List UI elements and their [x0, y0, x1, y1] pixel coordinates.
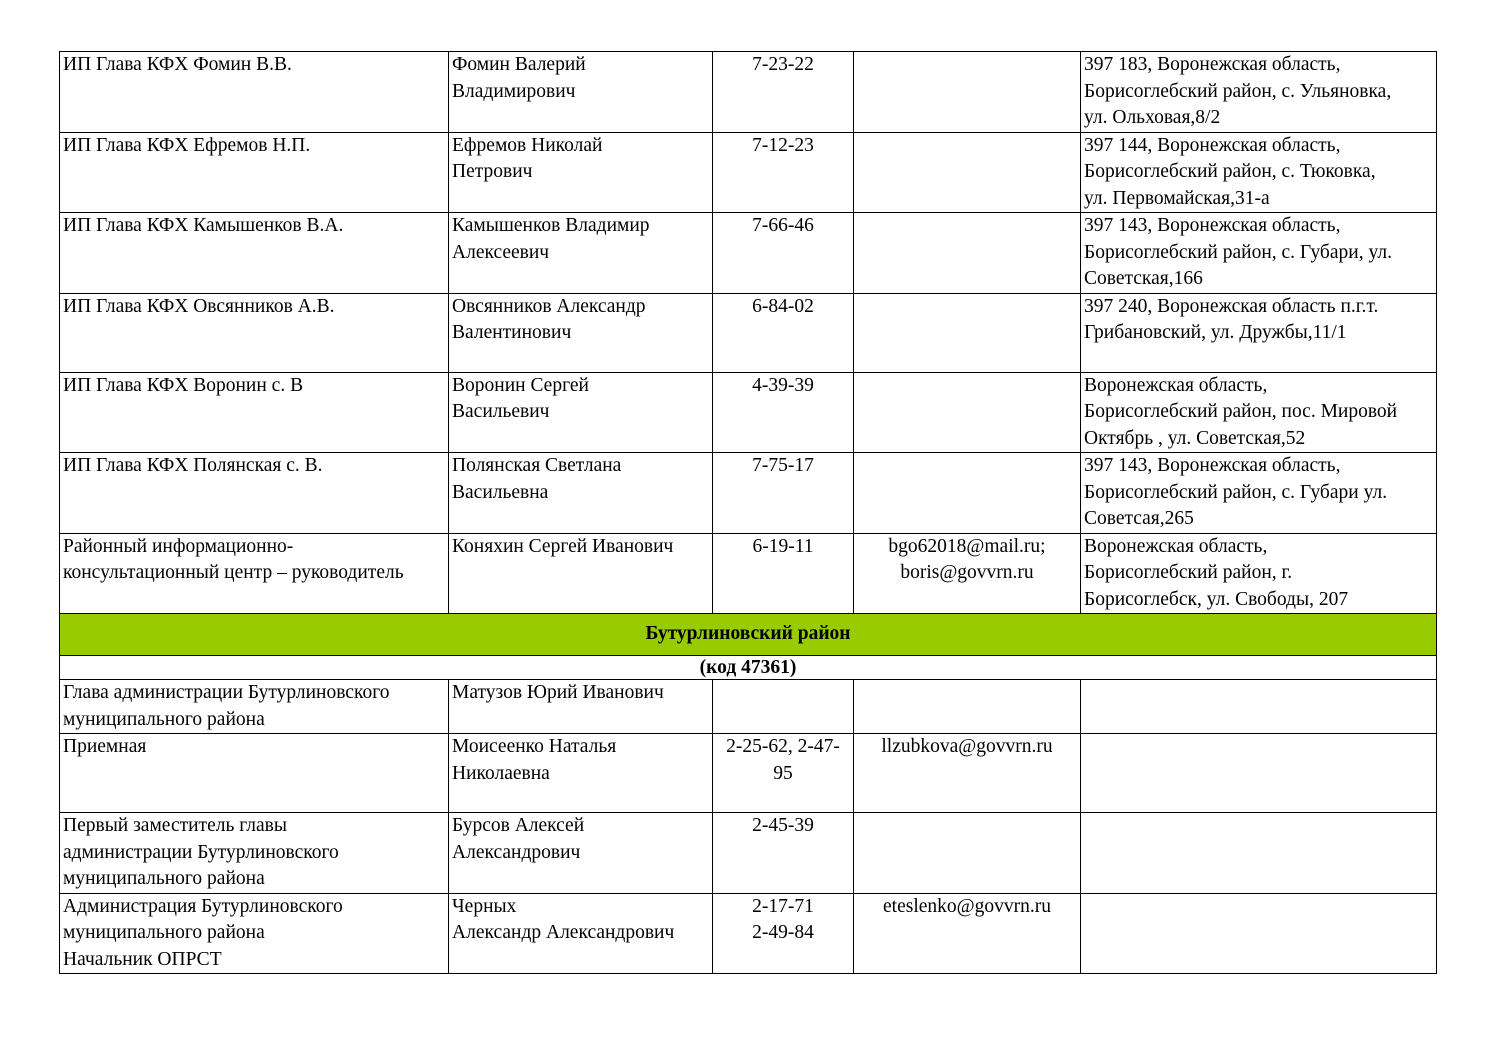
phone-cell [713, 734, 854, 813]
email-cell [854, 52, 1081, 133]
person-cell [449, 734, 713, 813]
person-cell [449, 52, 713, 133]
org-cell-line: ИП Глава КФХ Воронин с. В [63, 374, 304, 396]
address-cell-line: Октябрь , ул. Советская,52 [1084, 427, 1306, 449]
address-cell [1081, 533, 1437, 614]
phone-cell-line: 6-84-02 [752, 295, 814, 317]
person-cell-line: Васильевна [452, 481, 549, 503]
phone-cell-line: 7-23-22 [752, 54, 814, 75]
person-cell-line: Камышенков Владимир [452, 215, 650, 236]
table-body-bottom [60, 680, 1437, 974]
address-cell [1081, 293, 1437, 372]
phone-cell-line: 2-25-62, 2-47- [726, 736, 840, 757]
table-row [60, 893, 1437, 974]
phone-cell-line: 95 [773, 762, 793, 784]
email-cell [854, 533, 1081, 614]
address-cell-line: ул. Ольховая,8/2 [1084, 107, 1221, 128]
email-cell-line: boris@govvrn.ru [900, 562, 1034, 583]
person-cell-line: Ефремов Николай [452, 134, 603, 156]
address-cell-line: Борисоглебский район, с. Тюковка, [1084, 161, 1376, 182]
address-cell [1081, 734, 1437, 813]
org-cell-line: Администрация Бутурлиновского [63, 895, 343, 917]
person-cell-line: Алексеевич [452, 241, 550, 263]
person-cell [449, 372, 713, 453]
person-cell [449, 293, 713, 372]
address-cell [1081, 893, 1437, 974]
phone-cell-line: 6-19-11 [752, 535, 814, 557]
email-cell [854, 213, 1081, 294]
org-cell-line: Районный информационно- [63, 535, 294, 557]
district-header-row [60, 614, 1437, 656]
table-row [60, 734, 1437, 813]
address-cell-line: Советская,166 [1084, 268, 1203, 289]
email-cell [854, 293, 1081, 372]
phone-cell [713, 893, 854, 974]
org-cell-line: муниципального района [63, 922, 265, 943]
person-cell [449, 680, 713, 734]
org-cell [60, 813, 449, 894]
address-cell-line: 397 143, Воронежская область, [1084, 215, 1341, 236]
org-cell [60, 293, 449, 372]
email-cell [854, 453, 1081, 534]
org-cell [60, 213, 449, 294]
phone-cell-line: 2-17-71 [752, 895, 814, 917]
address-cell [1081, 453, 1437, 534]
org-cell-line: Начальник ОПРСТ [63, 948, 222, 970]
table-row [60, 813, 1437, 894]
phone-cell [713, 813, 854, 894]
address-cell-line: Грибановский, ул. Дружбы,11/1 [1084, 322, 1347, 343]
person-cell-line: Моисеенко Наталья [452, 736, 617, 757]
org-cell [60, 533, 449, 614]
org-cell [60, 893, 449, 974]
phone-cell-line: 7-75-17 [752, 455, 814, 476]
person-cell [449, 533, 713, 614]
org-cell-line: ИП Глава КФХ Фомин В.В. [63, 54, 292, 75]
address-cell-line: 397 144, Воронежская область, [1084, 134, 1341, 156]
person-cell-line: Александрович [452, 841, 581, 863]
org-cell [60, 52, 449, 133]
phone-cell [713, 132, 854, 213]
district-name: Бутурлиновский район [60, 614, 1437, 656]
table-row [60, 372, 1437, 453]
org-cell-line: муниципального района [63, 708, 265, 730]
address-cell [1081, 213, 1437, 294]
org-cell-line: Приемная [63, 736, 147, 757]
address-cell-line: Борисоглебский район, с. Губари ул. [1084, 481, 1388, 503]
address-cell-line: Борисоглебский район, г. [1084, 562, 1293, 583]
person-cell-line: Коняхин Сергей Иванович [452, 535, 674, 557]
email-cell [854, 813, 1081, 894]
table-row [60, 52, 1437, 133]
address-cell-line: 397 143, Воронежская область, [1084, 455, 1341, 476]
address-cell-line: Советсая,265 [1084, 508, 1194, 529]
person-cell [449, 213, 713, 294]
address-cell-line: Воронежская область, [1084, 535, 1268, 557]
org-cell [60, 372, 449, 453]
phone-cell [713, 533, 854, 614]
address-cell [1081, 813, 1437, 894]
address-cell [1081, 132, 1437, 213]
org-cell [60, 132, 449, 213]
table-row [60, 533, 1437, 614]
email-cell [854, 734, 1081, 813]
person-cell-line: Воронин Сергей [452, 374, 589, 396]
phone-cell [713, 372, 854, 453]
district-code-row [60, 656, 1437, 680]
org-cell [60, 734, 449, 813]
org-cell-line: ИП Глава КФХ Полянская с. В. [63, 455, 323, 476]
person-cell-line: Бурсов Алексей [452, 815, 585, 836]
phone-cell-line: 2-45-39 [752, 815, 814, 836]
address-cell [1081, 52, 1437, 133]
email-cell-line: llzubkova@govvrn.ru [881, 736, 1053, 757]
phone-cell [713, 453, 854, 534]
org-cell-line: ИП Глава КФХ Камышенков В.А. [63, 215, 344, 236]
address-cell-line: Борисоглебский район, с. Губари, ул. [1084, 241, 1392, 263]
table-row [60, 293, 1437, 372]
org-cell-line: ИП Глава КФХ Ефремов Н.П. [63, 134, 311, 156]
person-cell-line: Валентинович [452, 322, 572, 343]
person-cell-line: Владимирович [452, 80, 576, 102]
person-cell [449, 813, 713, 894]
address-cell-line: ул. Первомайская,31-а [1084, 187, 1270, 209]
person-cell [449, 132, 713, 213]
table-row [60, 453, 1437, 534]
org-cell-line: Глава администрации Бутурлиновского [63, 682, 390, 703]
person-cell-line: Черных [452, 895, 517, 917]
table-row [60, 680, 1437, 734]
person-cell-line: Васильевич [452, 401, 550, 422]
email-cell-line: bgo62018@mail.ru; [888, 535, 1046, 557]
person-cell-line: Овсянников Александр [452, 295, 646, 317]
phone-cell-line: 7-12-23 [752, 134, 814, 156]
address-cell [1081, 372, 1437, 453]
table-body-top [60, 52, 1437, 614]
address-cell-line: Воронежская область, [1084, 374, 1268, 396]
org-cell-line: муниципального района [63, 868, 265, 889]
org-cell-line: Первый заместитель главы [63, 815, 287, 836]
org-cell-line: консультационный центр – руководитель [63, 562, 404, 583]
phone-cell-line: 4-39-39 [752, 374, 814, 396]
person-cell-line: Полянская Светлана [452, 455, 622, 476]
org-cell [60, 680, 449, 734]
person-cell-line: Николаевна [452, 762, 550, 784]
phone-cell [713, 680, 854, 734]
address-cell-line: Борисоглебский район, с. Ульяновка, [1084, 80, 1392, 102]
person-cell [449, 453, 713, 534]
person-cell [449, 893, 713, 974]
phone-cell-line: 7-66-46 [752, 215, 814, 236]
org-cell-line: администрации Бутурлиновского [63, 841, 339, 863]
org-cell-line: ИП Глава КФХ Овсянников А.В. [63, 295, 335, 317]
email-cell [854, 372, 1081, 453]
address-cell-line: 397 240, Воронежская область п.г.т. [1084, 295, 1379, 317]
address-cell [1081, 680, 1437, 734]
district-code: (код 47361) [60, 656, 1437, 680]
phone-cell [713, 213, 854, 294]
org-cell [60, 453, 449, 534]
email-cell [854, 132, 1081, 213]
contacts-table [59, 51, 1437, 974]
phone-cell-line: 2-49-84 [752, 922, 814, 943]
address-cell-line: Борисоглебск, ул. Свободы, 207 [1084, 588, 1349, 610]
person-cell-line: Фомин Валерий [452, 54, 586, 75]
person-cell-line: Петрович [452, 161, 533, 182]
email-cell-line: eteslenko@govvrn.ru [883, 895, 1051, 917]
address-cell-line: Борисоглебский район, пос. Мировой [1084, 401, 1398, 422]
district-section [60, 614, 1437, 680]
table-row [60, 132, 1437, 213]
person-cell-line: Александр Александрович [452, 922, 675, 943]
address-cell-line: 397 183, Воронежская область, [1084, 54, 1341, 75]
table-row [60, 213, 1437, 294]
person-cell-line: Матузов Юрий Иванович [452, 682, 664, 703]
email-cell [854, 893, 1081, 974]
email-cell [854, 680, 1081, 734]
phone-cell [713, 52, 854, 133]
phone-cell [713, 293, 854, 372]
